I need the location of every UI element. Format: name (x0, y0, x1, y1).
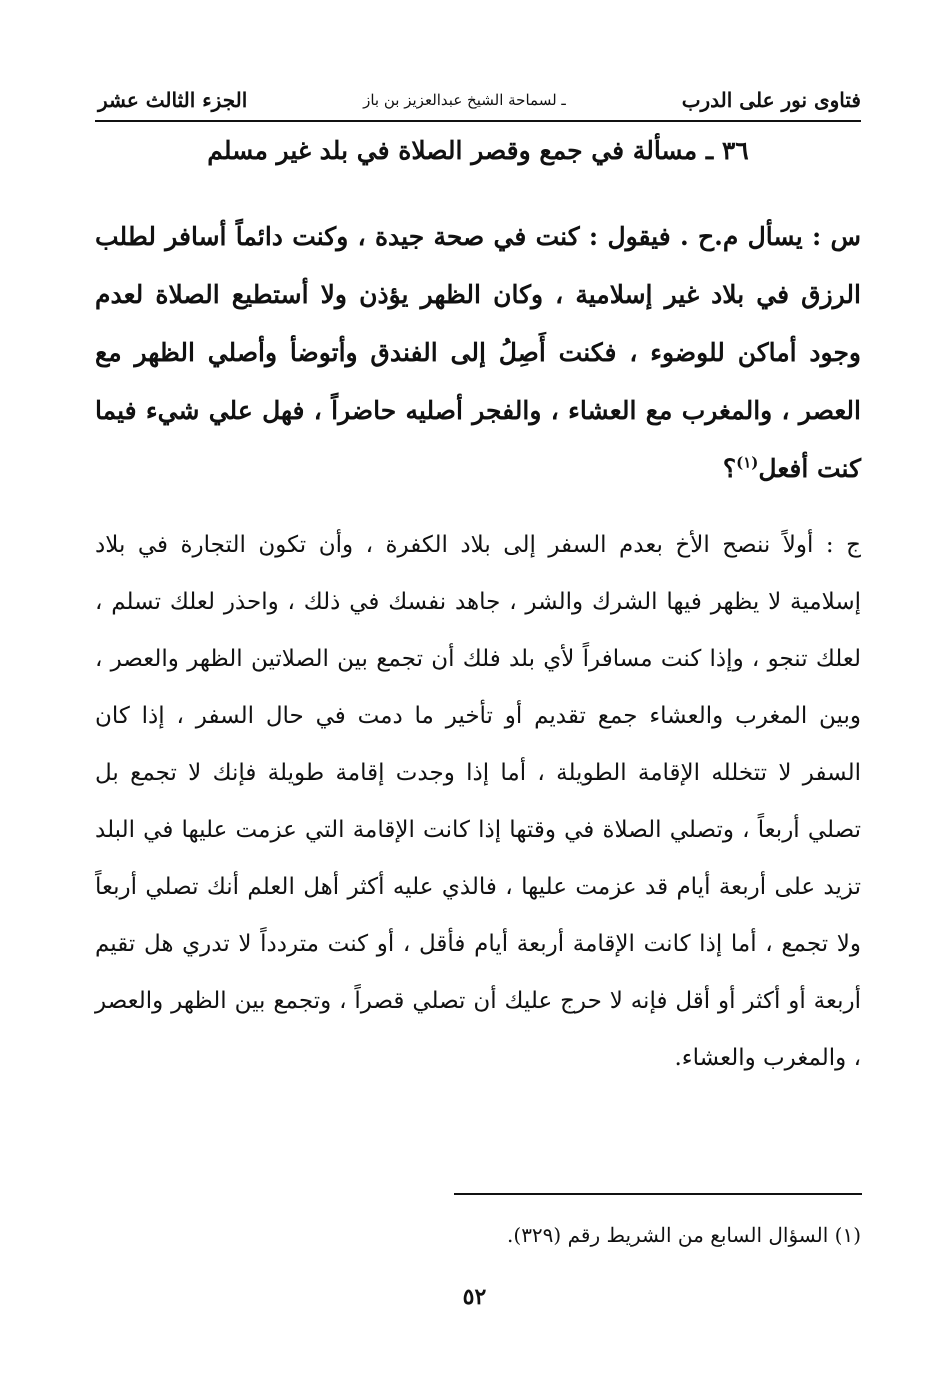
page-number: ٥٢ (462, 1284, 487, 1310)
scholar-name: ـ لسماحة الشيخ عبدالعزيز بن باز (363, 91, 566, 109)
footnote-reference: (١) (736, 453, 759, 472)
footnote-rule (454, 1193, 862, 1195)
answer-paragraph: ج : أولاً ننصح الأخ بعدم السفر إلى بلاد الكفرة ، وأن تكون التجارة في بلاد إسلامية لا يظهر فيها الشرك والشر ، جاهد نفسك في ذلك ، واحذر لعلك تسلم ، لعلك تنجو ، وإذا كنت مسافراً لأي بلد فلك أن تجمع بين الصلاتين الظهر والعصر ، وبين المغرب والعشاء جمع تقديم أو تأخير ما دمت في حال السفر ، إذا كان السفر لا تتخلله الإقامة الطويلة ، أما إذا وجدت إقامة طويلة فإنك لا تجمع بل تصلي أربعاً ، وتصلي الصلاة في وقتها إذا كانت الإقامة التي عزمت عليها في البلد تزيد على أربعة أيام قد عزمت عليها ، فالذي عليه أكثر أهل العلم أنك تصلي أربعاً ولا تجمع ، أما إذا كانت الإقامة أربعة أيام فأقل ، أو كنت متردداً لا تدري هل تقيم أربعة أو أكثر أو أقل فإنه لا حرج عليك أن تصلي قصراً ، وتجمع بين الظهر والعصر ، والمغرب والعشاء. (95, 532, 861, 1071)
footnote: (١) السؤال السابع من الشريط رقم (٣٢٩). (507, 1223, 861, 1247)
book-title: فتاوى نور على الدرب (681, 88, 861, 112)
volume-label: الجزء الثالث عشر (98, 88, 248, 112)
running-header (98, 82, 861, 118)
question-mark: ؟ (722, 454, 737, 483)
question-text: س : يسأل م.ح . فيقول : كنت في صحة جيدة ، وكنت دائماً أسافر لطلب الرزق في بلاد غير إسلامية ، وكان الظهر يؤذن ولا أستطيع الصلاة لعدم وجود أماكن للوضوء ، فكنت أَصِلُ إلى الفندق وأتوضأ وأصلي الظهر مع العصر ، والمغرب مع العشاء ، والفجر أصليه حاضراً ، فهل علي شيء فيما كنت أفعل (95, 222, 861, 483)
question-paragraph (95, 208, 861, 498)
header-rule (95, 120, 861, 122)
section-title: ٣٦ ـ مسألة في جمع وقصر الصلاة في بلد غير مسلم (207, 136, 749, 165)
